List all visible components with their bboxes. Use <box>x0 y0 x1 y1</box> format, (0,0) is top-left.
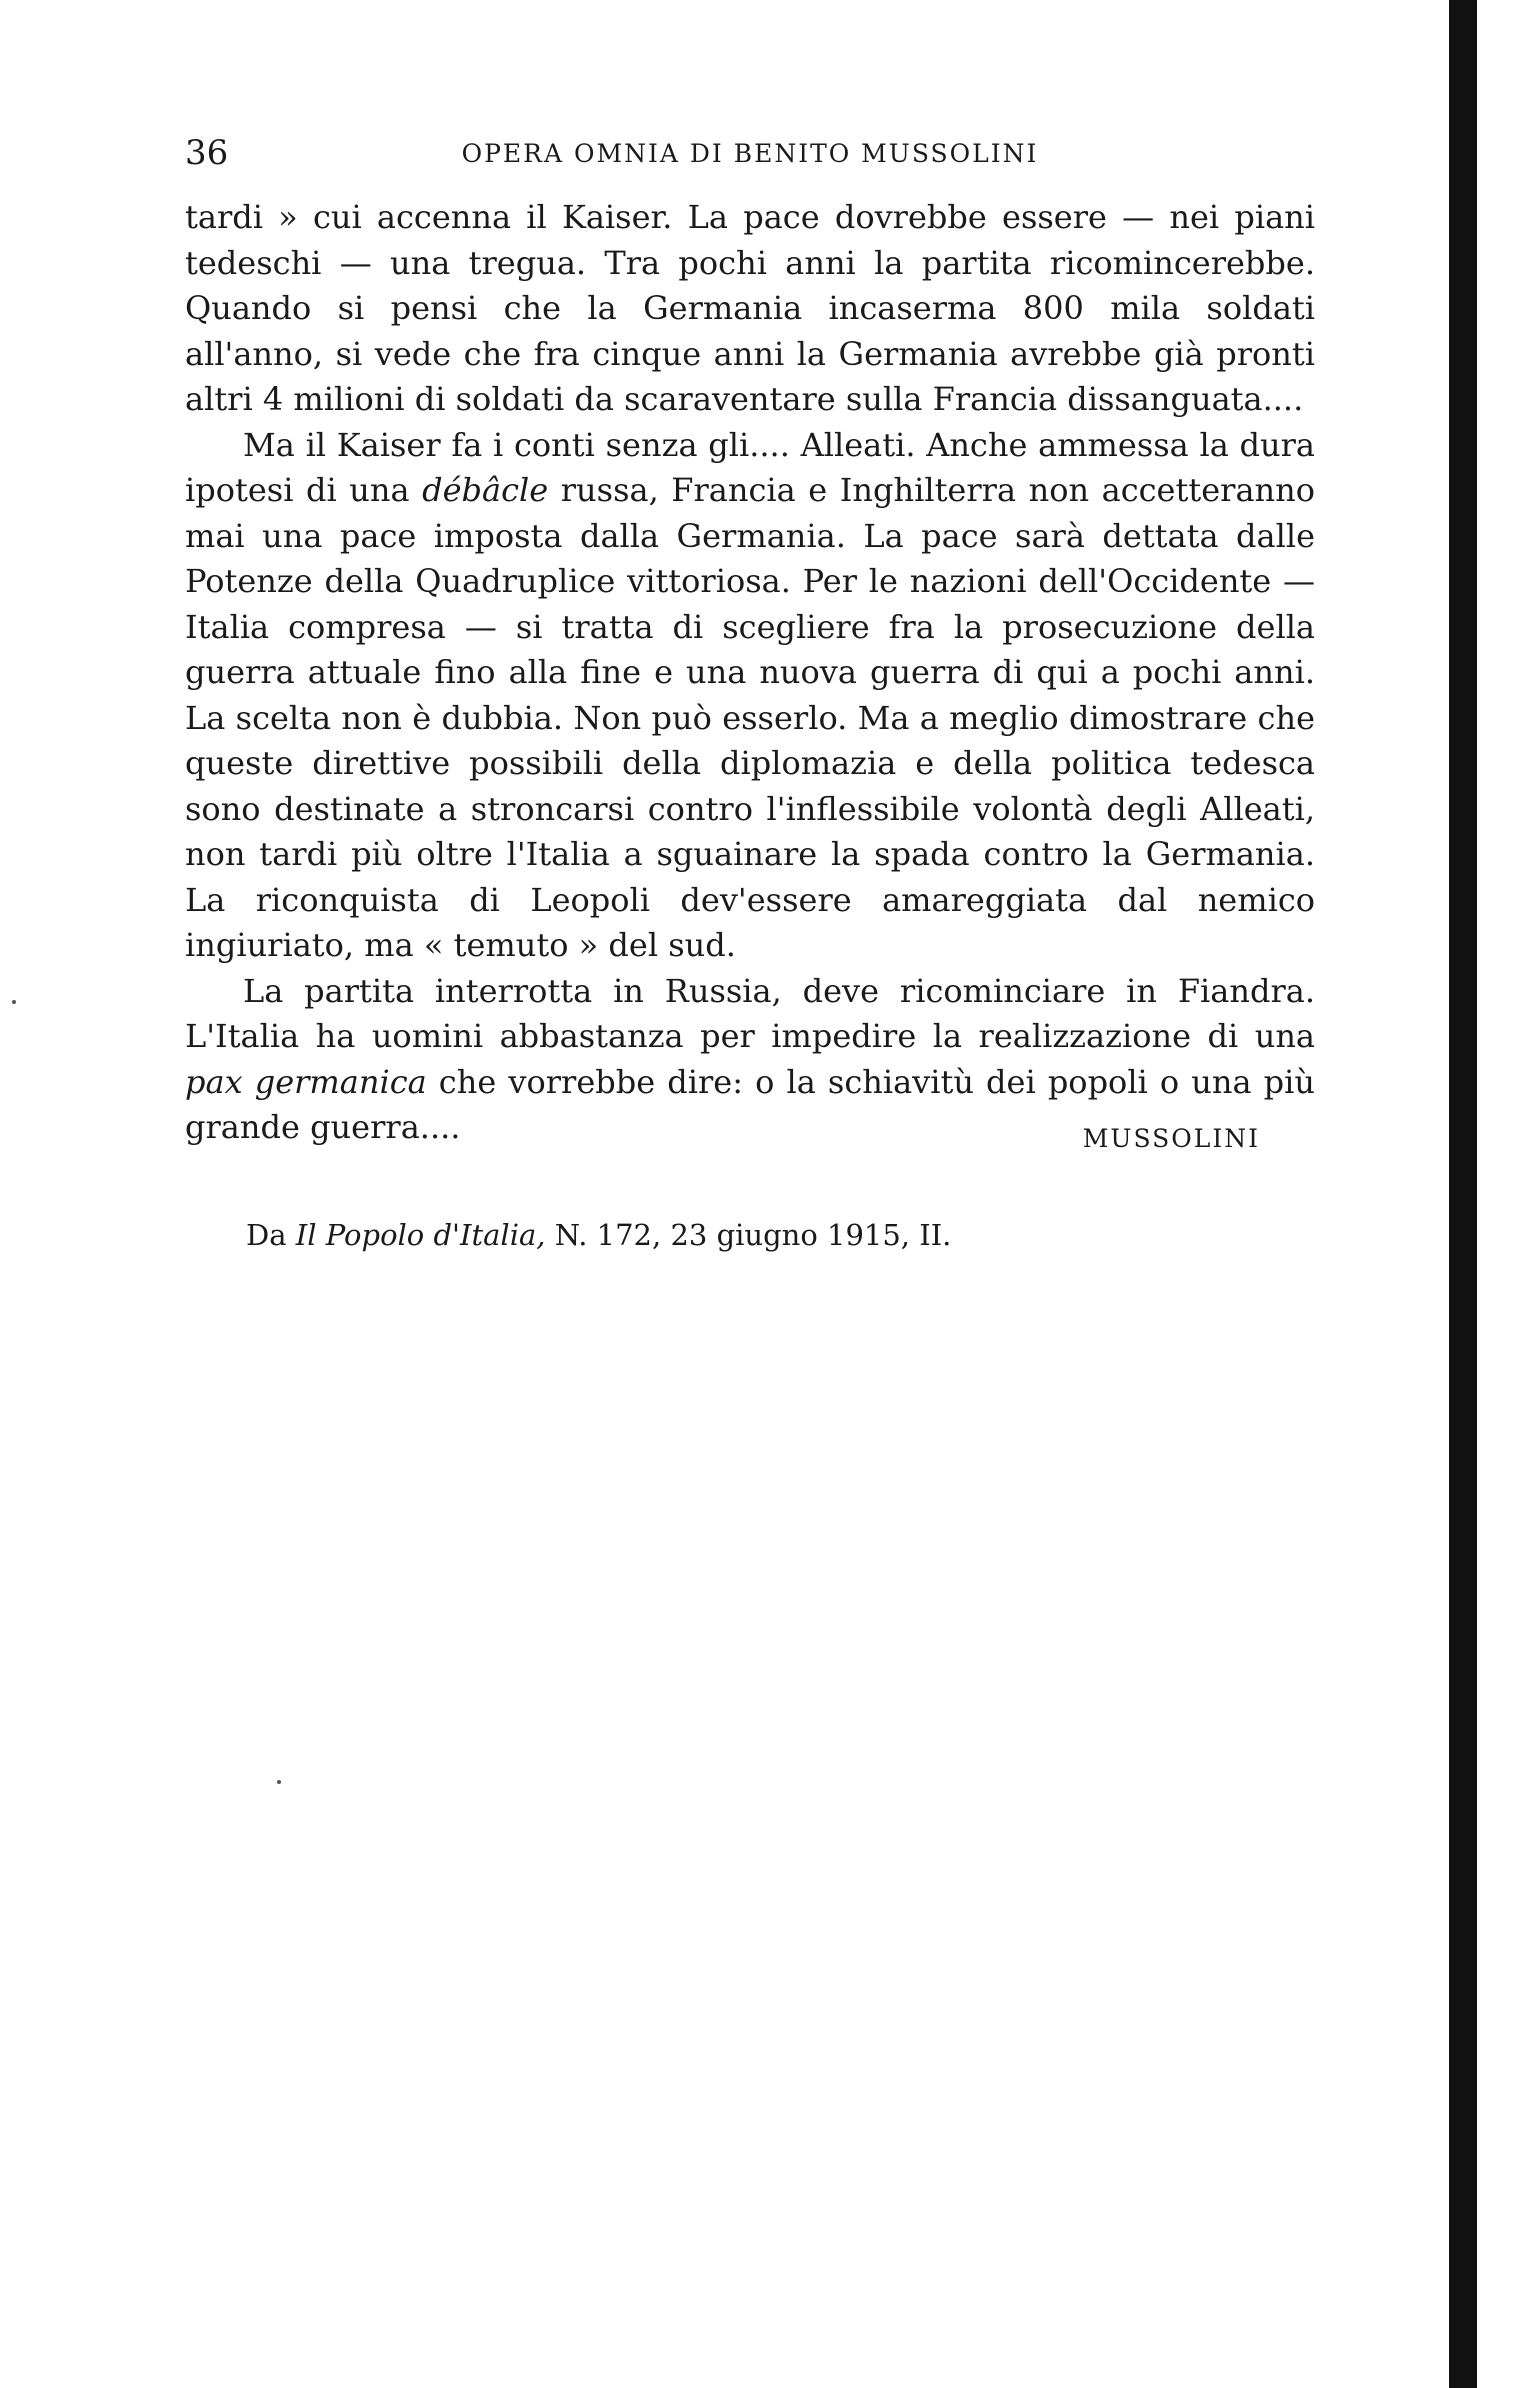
paragraph-2-text-a: Ma il Kaiser fa i conti senza gli.... Alleati. Anche ammessa la dura ipotesi di una <box>185 425 1315 509</box>
paragraph-3-text-a: La partita interrotta in Russia, deve ricominciare in Fiandra. L'Italia ha uomini abbastanza per impedire la realizzazione di una <box>185 971 1315 1055</box>
page-header <box>185 133 1315 173</box>
paragraph-1-text: tardi » cui accenna il Kaiser. La pace dovrebbe essere — nei piani tedeschi — una tregua. Tra pochi anni la partita ricomincerebbe. Quando si pensi che la Germania incaserma 800 mila soldati all'anno, si vede che fra cinque anni la Germania avrebbe già pronti altri 4 milioni di soldati da scaraventare sulla Francia dissanguata.... <box>185 198 1315 418</box>
source-suffix: N. 172, 23 giugno 1915, II. <box>545 1218 952 1252</box>
paragraph-2-italic: débâcle <box>422 471 549 509</box>
paragraph-3-italic: pax germanica <box>185 1062 427 1101</box>
source-citation <box>246 1218 951 1252</box>
paragraph-2 <box>185 423 1315 969</box>
source-prefix: Da <box>246 1218 296 1252</box>
page-number: 36 <box>185 133 229 173</box>
paragraph-2-text-b: russa, Francia e Inghilterra non accetteranno mai una pace imposta dalla Germania. La pace sarà dettata dalle Potenze della Quadruplice vittoriosa. Per le nazioni dell'Occidente — Italia compresa — si tratta di scegliere fra la prosecuzione della guerra attuale fino alla fine e una nuova guerra di qui a pochi anni. La scelta non è dubbia. Non può esserlo. Ma a meglio dimostrare che queste direttive possibili della diplomazia e della politica tedesca sono destinate a stroncarsi contro l'inflessibile volontà degli Alleati, non tardi più oltre l'Italia a sguainare la spada contro la Germania. La riconquista di Leopoli dev'essere amareggiata dal nemico ingiuriato, ma « temuto » del sud. <box>185 471 1315 964</box>
scan-speck <box>277 1780 281 1784</box>
body-text <box>185 195 1315 1151</box>
scan-speck <box>12 1000 16 1004</box>
signature: MUSSOLINI <box>1082 1124 1260 1153</box>
running-head: OPERA OMNIA DI BENITO MUSSOLINI <box>461 139 1039 168</box>
paragraph-1 <box>185 195 1315 423</box>
scan-edge-shadow <box>1449 0 1477 2388</box>
source-publication: Il Popolo d'Italia, <box>295 1218 546 1252</box>
paragraph-3-text-b: che vorrebbe dire: o la schiavitù dei popoli o una più grande guerra.... <box>185 1062 1316 1146</box>
